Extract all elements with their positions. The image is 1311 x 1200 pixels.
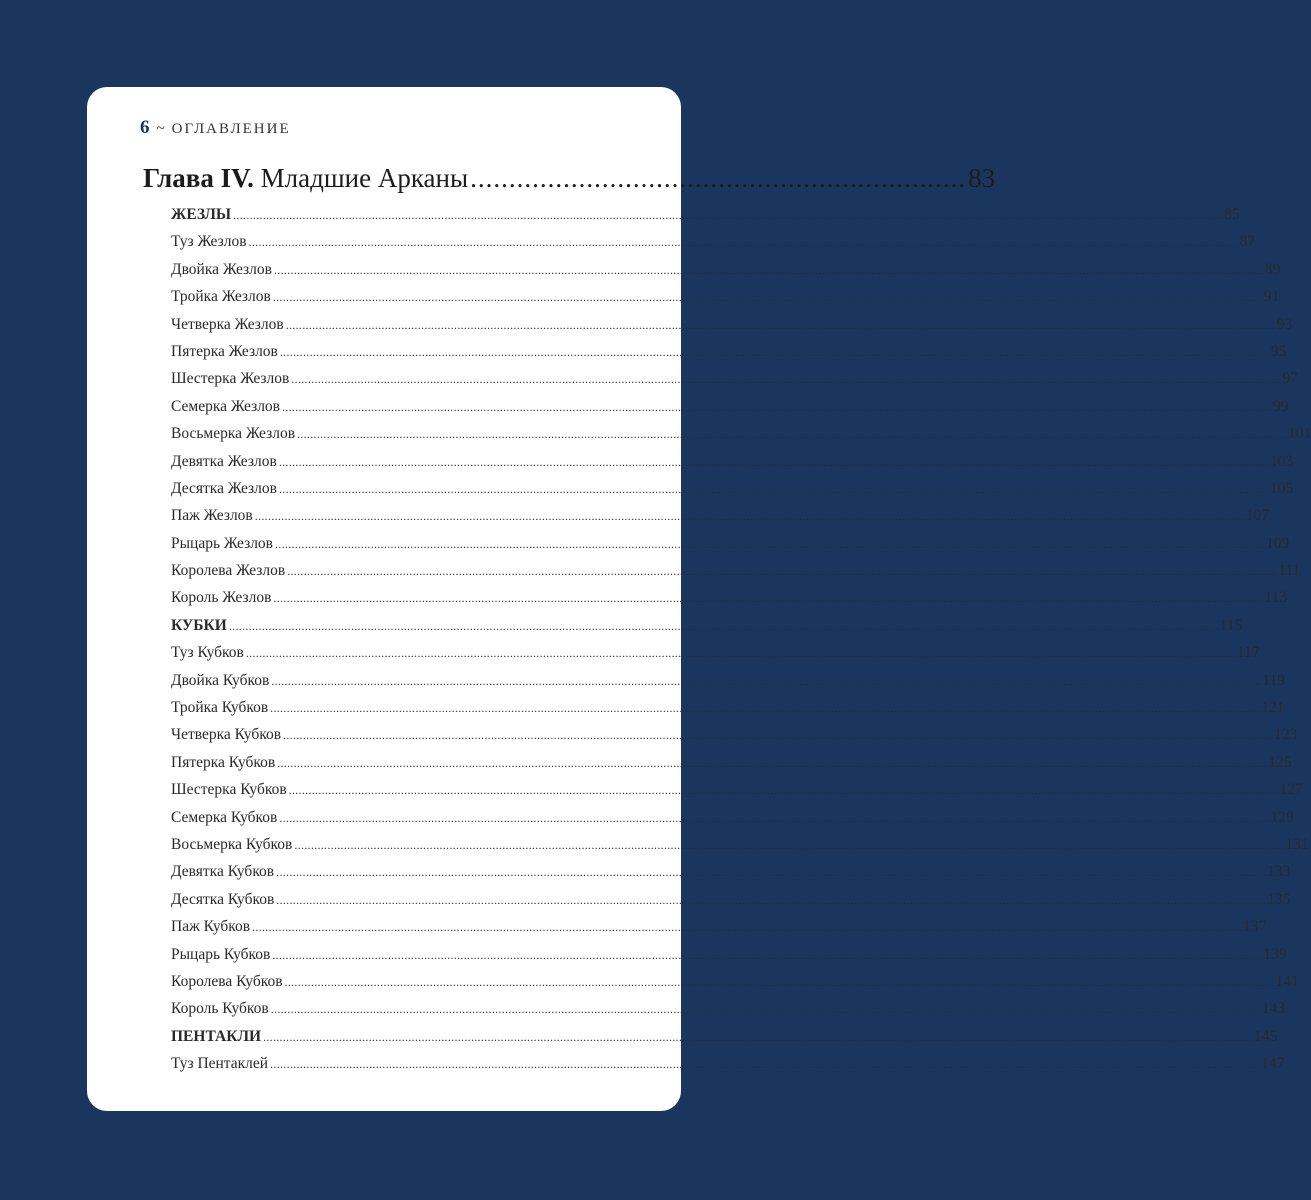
toc-entry[interactable] (171, 667, 1285, 694)
dot-leader: ............................................................................................................................................................................................................................................................................................................ (288, 783, 1279, 798)
toc-entry-label: Тройка Кубков (171, 699, 269, 717)
dot-leader: ............................................................................................................................................................................................................................................................................................................ (228, 618, 1219, 633)
running-head-title: ОГЛАВЛЕНИЕ (171, 121, 291, 137)
toc-entry-page-number: 113 (1264, 589, 1288, 607)
toc-entry[interactable] (171, 475, 1294, 502)
toc-entry-page-number: 107 (1245, 507, 1270, 525)
dot-leader: ............................................................................................................................................................................................................................................................................................................ (294, 837, 1285, 852)
toc-entry-label: Паж Жезлов (171, 507, 253, 525)
dot-leader: ............................................................................................................................................................................................................................................................................................................ (279, 810, 1270, 825)
toc-entry-label: Четверка Жезлов (171, 315, 284, 333)
toc-entry[interactable] (171, 256, 1281, 283)
toc-entry[interactable] (171, 1050, 1285, 1077)
toc-entry-page-number: 91 (1263, 288, 1280, 306)
dot-leader: ............................................................................................................................................................................................................................................................................................................ (279, 344, 1270, 359)
toc-entry-label: Пятерка Жезлов (171, 342, 278, 360)
toc-entry[interactable] (171, 694, 1285, 721)
toc-entry-label: Десятка Жезлов (171, 479, 277, 497)
dot-leader: ............................................................................................................................................................................................................................................................................................................ (283, 728, 1274, 743)
toc-entry-label: Семерка Кубков (171, 808, 278, 826)
toc-entry[interactable] (171, 968, 1299, 995)
dot-leader: ............................................................................................................................................................................................................................................................................................................ (271, 673, 1262, 688)
toc-entry-label: Восьмерка Жезлов (171, 425, 296, 443)
toc-entry[interactable] (171, 228, 1256, 255)
dot-leader: ............................................................................................................................................................................................................................................................................................................ (276, 865, 1267, 880)
toc-entry-page-number: 115 (1219, 616, 1243, 634)
dot-leader: ............................................................................................................................................................................................................................................................................................................ (282, 399, 1272, 414)
toc-section-heading[interactable] (171, 201, 1240, 228)
toc-entry[interactable] (171, 448, 1294, 475)
toc-entry-page-number: 145 (1254, 1027, 1278, 1045)
dot-leader: ............................................................................................................................................................................................................................................................................................................ (252, 920, 1243, 935)
toc-entry-label: КУБКИ (171, 616, 227, 634)
toc-entry-label: Тройка Жезлов (171, 288, 271, 306)
toc-entry-label: Девятка Кубков (171, 863, 275, 881)
toc-entry-label: Туз Жезлов (171, 233, 247, 251)
toc-entry[interactable] (171, 913, 1267, 940)
toc-entry-page-number: 123 (1274, 726, 1298, 744)
toc-entry-page-number: 87 (1239, 233, 1256, 251)
toc-entry-label: Десятка Кубков (171, 890, 275, 908)
toc-entry-label: Пятерка Кубков (171, 753, 276, 771)
toc-entry-label: Рыцарь Кубков (171, 945, 271, 963)
dot-leader: ............................................................................................................................................................................................................................................................................................................ (285, 317, 1276, 332)
toc-entry-page-number: 101 (1288, 425, 1311, 443)
dot-leader: ............................................................................................................................................................................................................................................................................................................ (276, 892, 1267, 907)
toc-entry[interactable] (171, 393, 1289, 420)
toc-entry[interactable] (171, 858, 1291, 885)
dot-leader: ............................................................................................................................................................................................................................................................................................................ (275, 536, 1265, 551)
toc-entry-label: Шестерка Кубков (171, 781, 287, 799)
toc-entry-label: Рыцарь Жезлов (171, 534, 273, 552)
toc-section-heading[interactable] (171, 1023, 1278, 1050)
toc-entry-label: Туз Кубков (171, 644, 244, 662)
toc-entry-page-number: 141 (1275, 972, 1299, 990)
toc-entry[interactable] (171, 941, 1287, 968)
toc-entry-page-number: 103 (1269, 452, 1294, 470)
toc-entry-label: Семерка Жезлов (171, 397, 280, 415)
chapter-page-number: 83 (968, 163, 996, 193)
dot-leader: ............................................................................................................................................................................................................................................................................................................ (272, 947, 1263, 962)
toc-entry-page-number: 125 (1268, 753, 1292, 771)
toc-entry-label: Туз Пентаклей (171, 1055, 269, 1073)
toc-entry[interactable] (171, 831, 1309, 858)
dot-leader: ............................................................................................................................................................................................................................................................................................................ (284, 974, 1275, 989)
toc-entry-page-number: 129 (1270, 808, 1294, 826)
toc-entry-page-number: 93 (1276, 315, 1293, 333)
toc-entry-label: Паж Кубков (171, 918, 251, 936)
toc-entry-page-number: 119 (1262, 671, 1285, 689)
toc-entry-page-number: 143 (1261, 1000, 1285, 1018)
dot-leader: ................................................................ (470, 163, 967, 193)
toc-entry-page-number: 89 (1264, 260, 1281, 278)
toc-entry-page-number: 135 (1267, 890, 1291, 908)
running-head-separator: ~ (156, 121, 165, 137)
dot-leader: ............................................................................................................................................................................................................................................................................................................ (273, 591, 1264, 606)
toc-entry[interactable] (171, 749, 1292, 776)
toc-section-heading[interactable] (171, 612, 1243, 639)
toc-entry-page-number: 85 (1224, 206, 1240, 223)
book-page (87, 87, 1311, 1111)
toc-entry[interactable] (171, 502, 1270, 529)
dot-leader: ............................................................................................................................................................................................................................................................................................................ (270, 1002, 1261, 1017)
toc-entry[interactable] (171, 776, 1303, 803)
toc-entry-label: Девятка Жезлов (171, 452, 277, 470)
toc-entry[interactable] (171, 365, 1298, 392)
toc-entry-label: Четверка Кубков (171, 726, 282, 744)
dot-leader: ............................................................................................................................................................................................................................................................................................................ (277, 755, 1268, 770)
toc-entry-label: Шестерка Жезлов (171, 370, 290, 388)
dot-leader: ............................................................................................................................................................................................................................................................................................................ (287, 564, 1278, 579)
dot-leader: ............................................................................................................................................................................................................................................................................................................ (297, 427, 1288, 442)
toc-entry[interactable] (171, 420, 1311, 447)
toc-entry-page-number: 105 (1269, 479, 1294, 497)
toc-entry[interactable] (171, 530, 1290, 557)
running-head (140, 117, 291, 139)
dot-leader: ............................................................................................................................................................................................................................................................................................................ (270, 1057, 1261, 1072)
dot-leader: ............................................................................................................................................................................................................................................................................................................ (245, 646, 1236, 661)
toc-entry[interactable] (171, 283, 1280, 310)
dot-leader: ............................................................................................................................................................................................................................................................................................................ (278, 481, 1269, 496)
toc-entry-page-number: 121 (1261, 699, 1285, 717)
toc-entry-page-number: 147 (1261, 1055, 1285, 1073)
toc-entry-page-number: 111 (1278, 562, 1301, 580)
dot-leader: ............................................................................................................................................................................................................................................................................................................ (291, 372, 1282, 387)
chapter-label: Глава IV. (143, 163, 254, 193)
toc-entry-page-number: 95 (1270, 342, 1287, 360)
page-number: 6 (140, 117, 150, 138)
toc-entry-label: Король Жезлов (171, 589, 272, 607)
toc-entry[interactable] (171, 311, 1293, 338)
dot-leader: ............................................................................................................................................................................................................................................................................................................ (233, 208, 1224, 222)
toc-entry-label: Король Кубков (171, 1000, 269, 1018)
toc-entry-page-number: 127 (1279, 781, 1303, 799)
dot-leader: ............................................................................................................................................................................................................................................................................................................ (278, 454, 1269, 469)
dot-leader: ............................................................................................................................................................................................................................................................................................................ (270, 701, 1261, 716)
dot-leader: ............................................................................................................................................................................................................................................................................................................ (273, 262, 1264, 277)
toc-entry-page-number: 131 (1285, 835, 1309, 853)
toc-entry[interactable] (171, 804, 1294, 831)
chapter-title: Младшие Арканы (260, 163, 469, 193)
toc-entry-page-number: 139 (1263, 945, 1287, 963)
chapter-heading[interactable] (143, 163, 996, 197)
toc-entry-label: ЖЕЗЛЫ (171, 206, 232, 223)
dot-leader: ............................................................................................................................................................................................................................................................................................................ (263, 1029, 1254, 1044)
toc-entry-page-number: 133 (1267, 863, 1291, 881)
toc-entry-label: Двойка Жезлов (171, 260, 272, 278)
dot-leader: ............................................................................................................................................................................................................................................................................................................ (254, 509, 1245, 524)
toc-entry[interactable] (171, 886, 1291, 913)
toc-entry-label: Двойка Кубков (171, 671, 270, 689)
toc-entry-page-number: 99 (1273, 397, 1289, 415)
toc-entry[interactable] (171, 721, 1298, 748)
toc-entry-label: ПЕНТАКЛИ (171, 1027, 262, 1045)
toc-entry-label: Восьмерка Кубков (171, 835, 293, 853)
dot-leader: ............................................................................................................................................................................................................................................................................................................ (272, 290, 1263, 305)
toc-entry[interactable] (171, 995, 1285, 1022)
toc-entry-page-number: 109 (1266, 534, 1290, 552)
toc-entry[interactable] (171, 557, 1301, 584)
toc-entry-label: Королева Жезлов (171, 562, 286, 580)
toc-entry[interactable] (171, 338, 1287, 365)
toc-entry-page-number: 97 (1282, 370, 1298, 388)
toc-entry[interactable] (171, 584, 1288, 611)
toc-entry-page-number: 117 (1236, 644, 1260, 662)
toc-entry[interactable] (171, 639, 1260, 666)
table-of-contents (171, 201, 1311, 1078)
dot-leader: ............................................................................................................................................................................................................................................................................................................ (248, 235, 1239, 250)
toc-entry-page-number: 137 (1243, 918, 1267, 936)
toc-entry-label: Королева Кубков (171, 972, 283, 990)
